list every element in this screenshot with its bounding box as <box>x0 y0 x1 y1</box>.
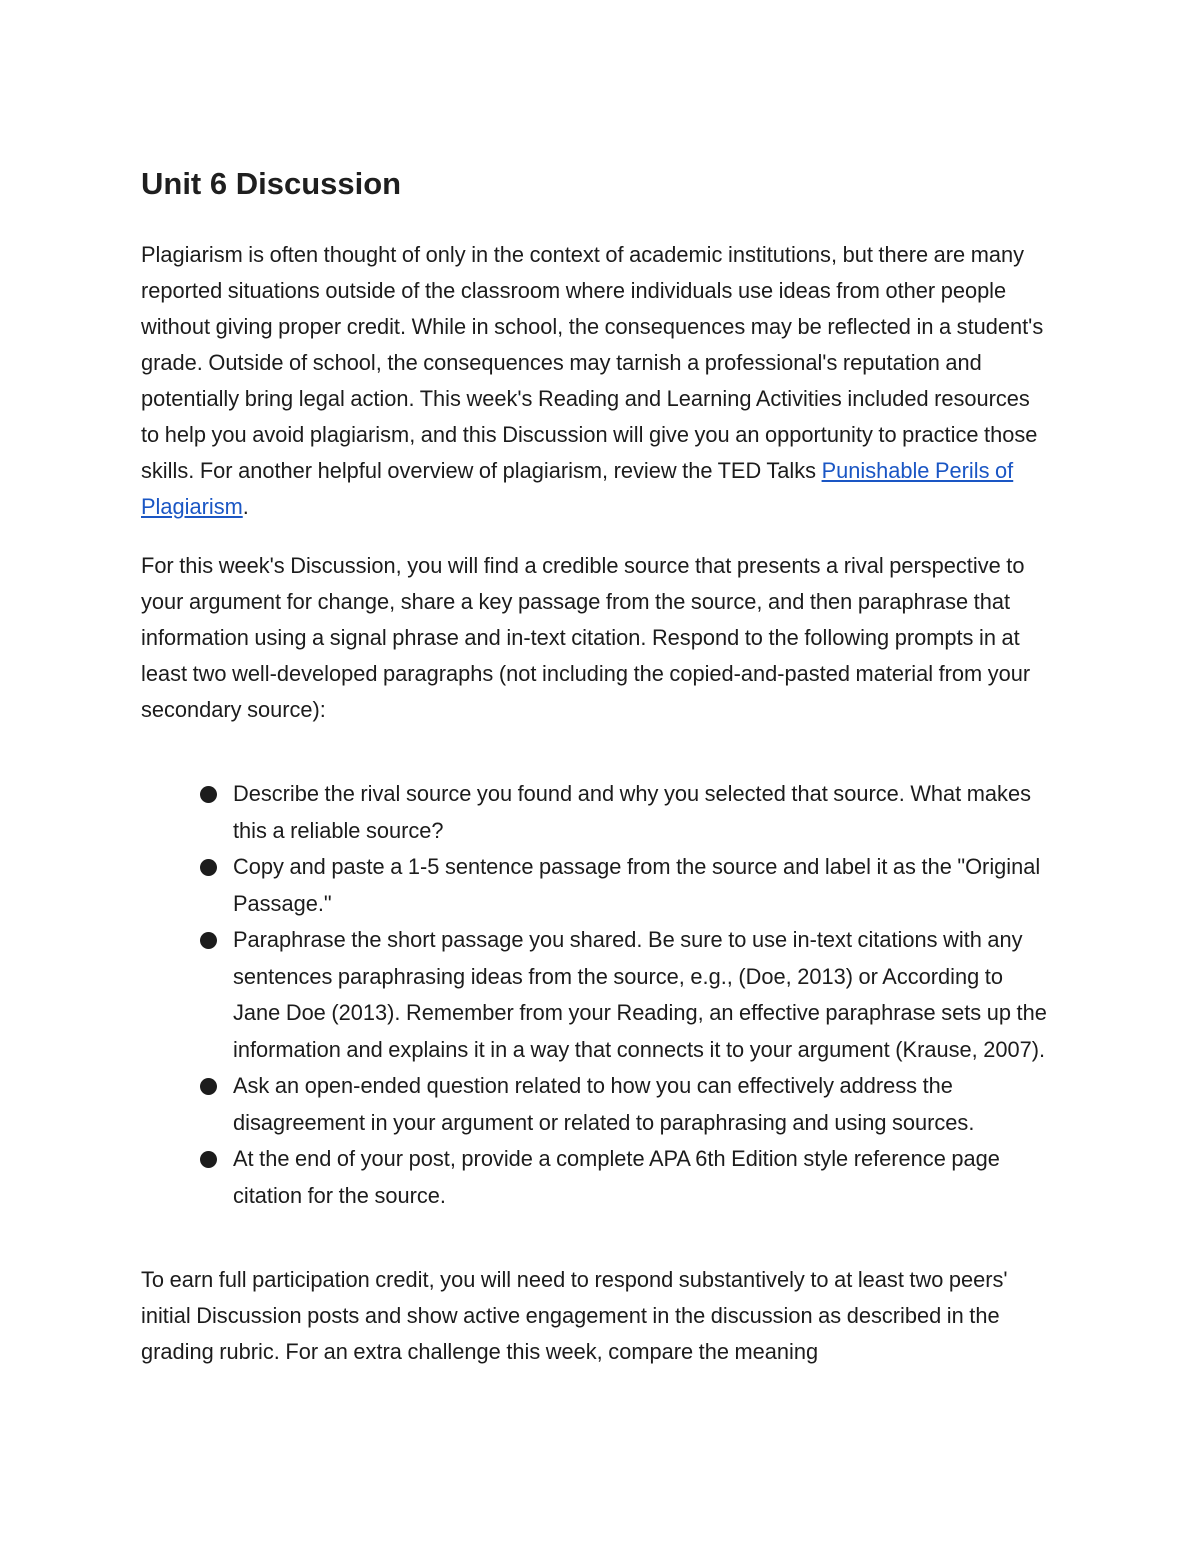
page-title: Unit 6 Discussion <box>141 166 402 201</box>
list-item-text: Paraphrase the short passage you shared. Be sure to use in-text citations with any sentences paraphrasing ideas from the source, e.g., (Doe, 2013) or According to Jane Doe (2013). Remember from your Reading, an effective paraphrase sets up the information and explains it in a way that connects it to your argument (Krause, 2007). <box>233 927 1047 1062</box>
prompt-list <box>141 776 1050 1214</box>
list-item-text: At the end of your post, provide a complete APA 6th Edition style reference page citation for the source. <box>233 1146 1000 1208</box>
bullet-icon <box>200 932 217 949</box>
list-item <box>233 849 1050 922</box>
list-item <box>233 1068 1050 1141</box>
intro-paragraph <box>141 237 1050 525</box>
list-item-text: Ask an open-ended question related to how you can effectively address the disagreement in your argument or related to paraphrasing and using sources. <box>233 1073 975 1135</box>
intro-paragraph-end: . <box>242 494 249 519</box>
participation-paragraph: To earn full participation credit, you will need to respond substantively to at least two peers' initial Discussion posts and show active engagement in the discussion as described in the grading rubric. For an extra challenge this week, compare the meaning <box>141 1267 1008 1364</box>
ted-talk-link[interactable]: Punishable Perils of Plagiarism <box>141 458 1014 519</box>
instructions-paragraph: For this week's Discussion, you will find a credible source that presents a rival perspective to your argument for change, share a key passage from the source, and then paraphrase that information using a signal phrase and in-text citation. Respond to the following prompts in at least two well-developed paragraphs (not including the copied-and-pasted material from your secondary source): <box>141 553 1031 722</box>
bullet-icon <box>200 1151 217 1168</box>
bullet-icon <box>200 859 217 876</box>
intro-paragraph-text: Plagiarism is often thought of only in the context of academic institutions, but there are many reported situations outside of the classroom where individuals use ideas from other people without giving proper credit. While in school, the consequences may be reflected in a student's grade. Outside of school, the consequences may tarnish a professional's reputation and potentially bring legal action. This week's Reading and Learning Activities included resources to help you avoid plagiarism, and this Discussion will give you an opportunity to practice those skills. For another helpful overview of plagiarism, review the TED Talks <box>141 242 1044 483</box>
bullet-icon <box>200 786 217 803</box>
list-item <box>233 1141 1050 1214</box>
bullet-icon <box>200 1078 217 1095</box>
list-item-text: Describe the rival source you found and why you selected that source. What makes this a reliable source? <box>233 781 1031 843</box>
list-item <box>233 922 1050 1068</box>
list-item <box>233 776 1050 849</box>
list-item-text: Copy and paste a 1-5 sentence passage from the source and label it as the "Original Passage." <box>233 854 1041 916</box>
